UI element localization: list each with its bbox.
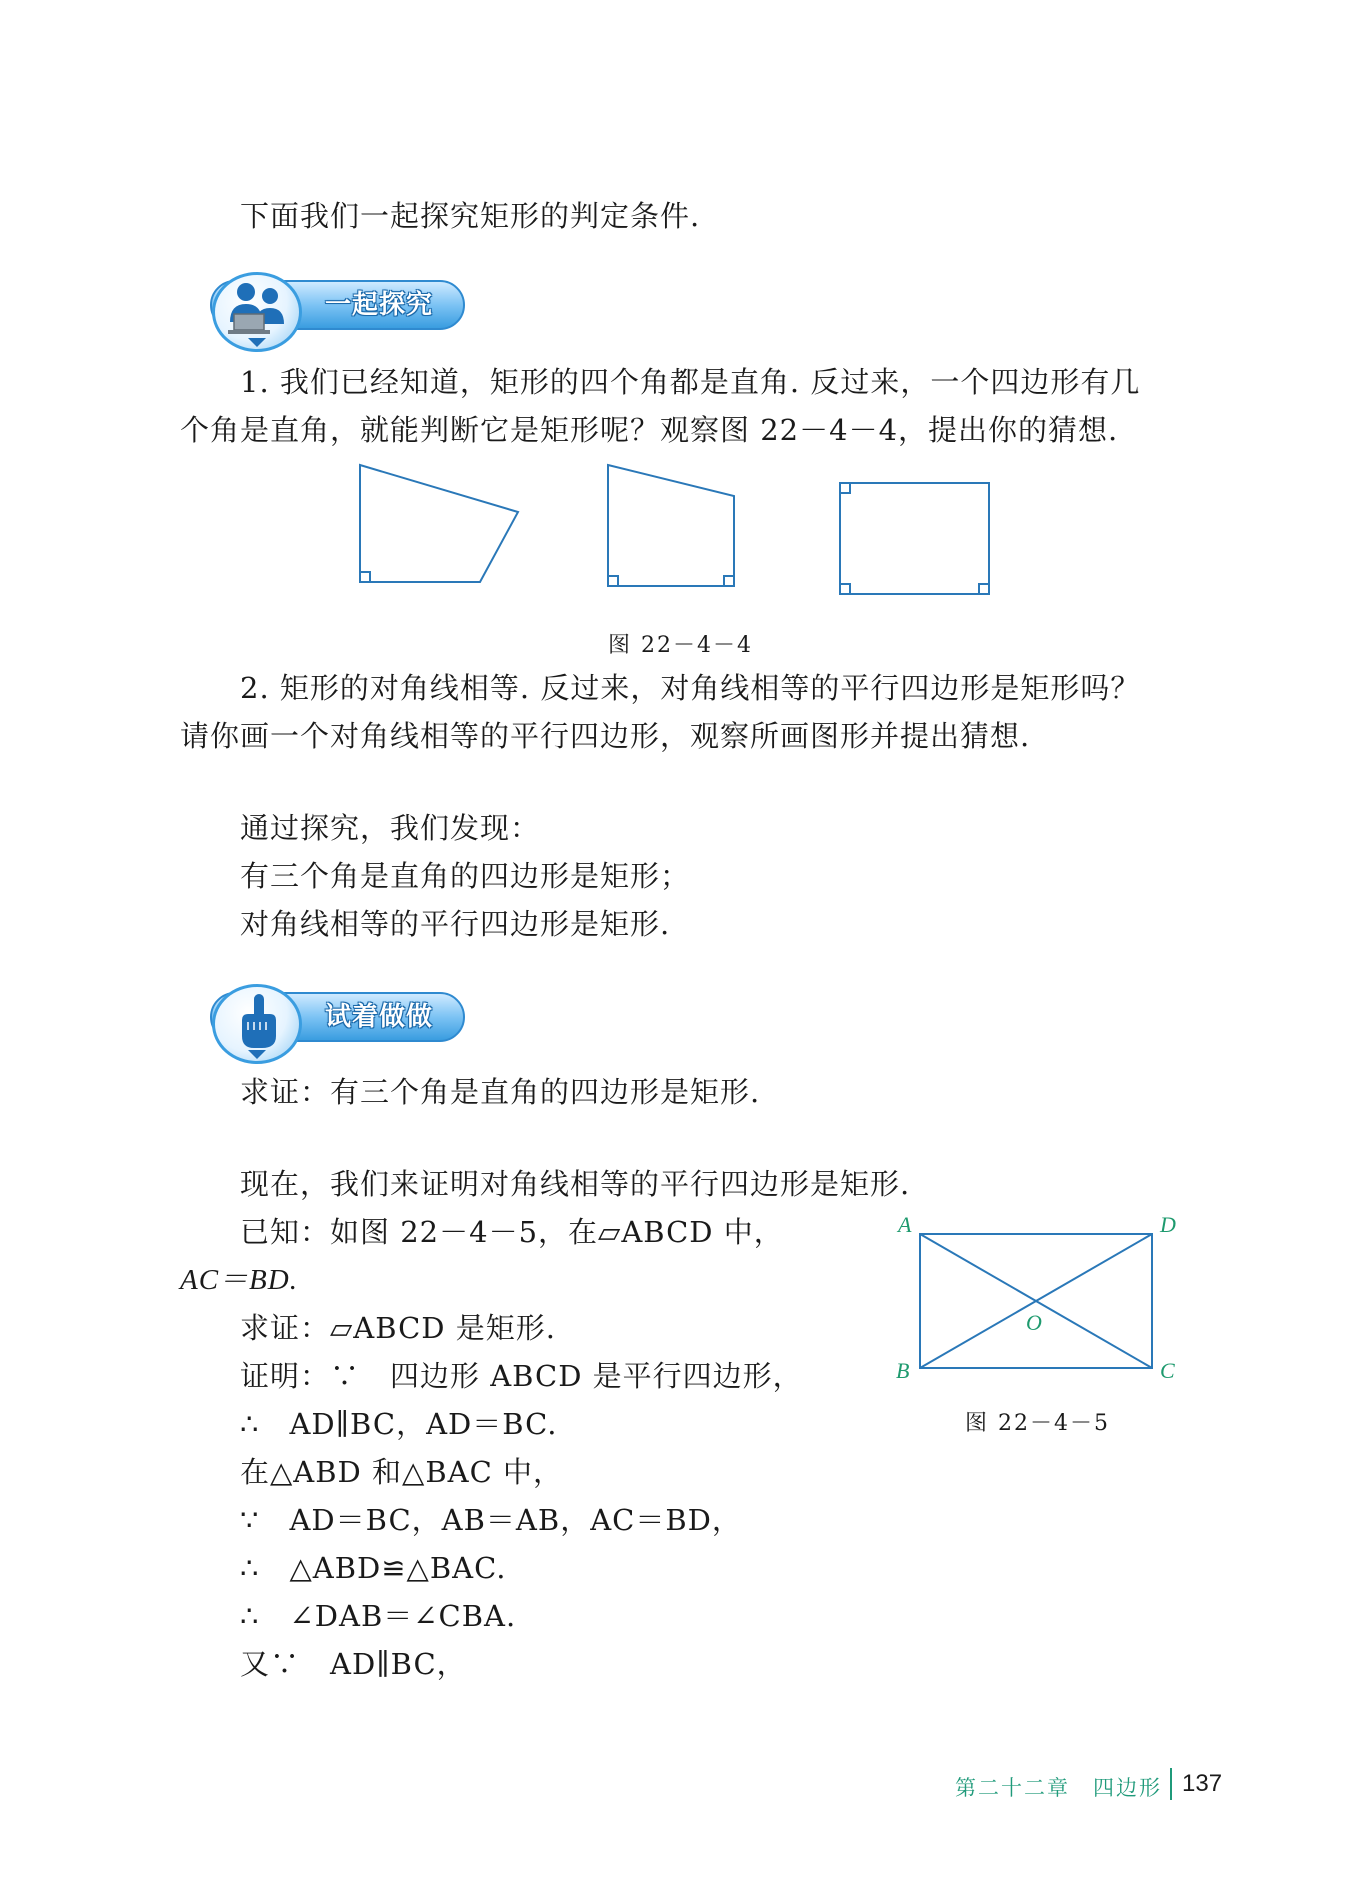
right-angle-mark [979,584,989,594]
explore-together-banner [180,272,470,352]
item1-line1: 1. 我们已经知道，矩形的四个角都是直角. 反过来，一个四边形有几 [240,365,1141,399]
proof-step-1: 证明：∵ 四边形 ABCD 是平行四边形， [240,1359,803,1393]
proof-step-4: ∵ AD＝BC，AB＝AB，AC＝BD， [240,1503,742,1537]
finding-1: 有三个角是直角的四边形是矩形； [240,859,691,893]
vertex-label-a: A [898,1212,912,1237]
quadrilateral-one-right-angle [360,465,518,582]
proof-step-6: ∴ ∠DAB＝∠CBA. [240,1599,517,1633]
figure-22-4-4-caption: 图 22－4－4 [608,633,753,658]
pointing-hand-icon [220,990,294,1052]
footer-divider [1170,1768,1172,1800]
proof-step-2: ∴ AD∥BC，AD＝BC. [240,1407,558,1441]
proof-step-7: 又∵ AD∥BC， [240,1647,467,1681]
intro-text: 下面我们一起探究矩形的判定条件. [240,199,701,233]
known-line2: AC＝BD. [180,1264,298,1296]
figure-22-4-5-caption: 图 22－4－5 [965,1411,1110,1436]
proof-intro: 现在，我们来证明对角线相等的平行四边形是矩形. [240,1167,911,1201]
right-angle-mark [608,576,618,586]
banner-pointer [248,338,266,347]
try-prove-text: 求证：有三个角是直角的四边形是矩形. [240,1075,761,1109]
quadrilateral-two-right-angles [608,465,734,586]
item1-line2: 个角是直角，就能判断它是矩形呢？观察图 22－4－4，提出你的猜想. [180,413,1119,447]
proof-step-5: ∴ △ABD≌△BAC. [240,1551,507,1585]
vertex-label-b: B [896,1358,910,1380]
right-angle-mark [840,483,850,493]
center-label-o: O [1026,1310,1042,1335]
chapter-footer: 第二十二章 四边形 [955,1776,1162,1800]
prove-statement: 求证：▱ABCD 是矩形. [240,1311,556,1345]
item2-line1: 2. 矩形的对角线相等. 反过来，对角线相等的平行四边形是矩形吗？ [240,671,1141,705]
banner-label: 一起探究 [325,290,434,320]
right-angle-mark [724,576,734,586]
vertex-label-d: D [1160,1212,1176,1237]
figure-22-4-5 [880,1200,1190,1380]
right-angle-mark [360,572,370,582]
banner-pointer [248,1050,266,1059]
findings-title: 通过探究，我们发现： [240,811,541,845]
proof-step-3: 在△ABD 和△BAC 中， [240,1455,563,1489]
figure-22-4-4 [350,455,1010,605]
known-line1: 已知：如图 22－4－5，在▱ABCD 中， [240,1215,784,1249]
item2-line2: 请你画一个对角线相等的平行四边形，观察所画图形并提出猜想. [180,719,1031,753]
try-it-banner [180,984,470,1064]
banner-label: 试着做做 [325,1002,434,1032]
page-number: 137 [1182,1770,1223,1797]
people-computer-icon [220,278,294,340]
right-angle-mark [840,584,850,594]
rectangle-three-right-angles [840,483,989,594]
finding-2: 对角线相等的平行四边形是矩形. [240,907,671,941]
vertex-label-c: C [1160,1358,1175,1380]
